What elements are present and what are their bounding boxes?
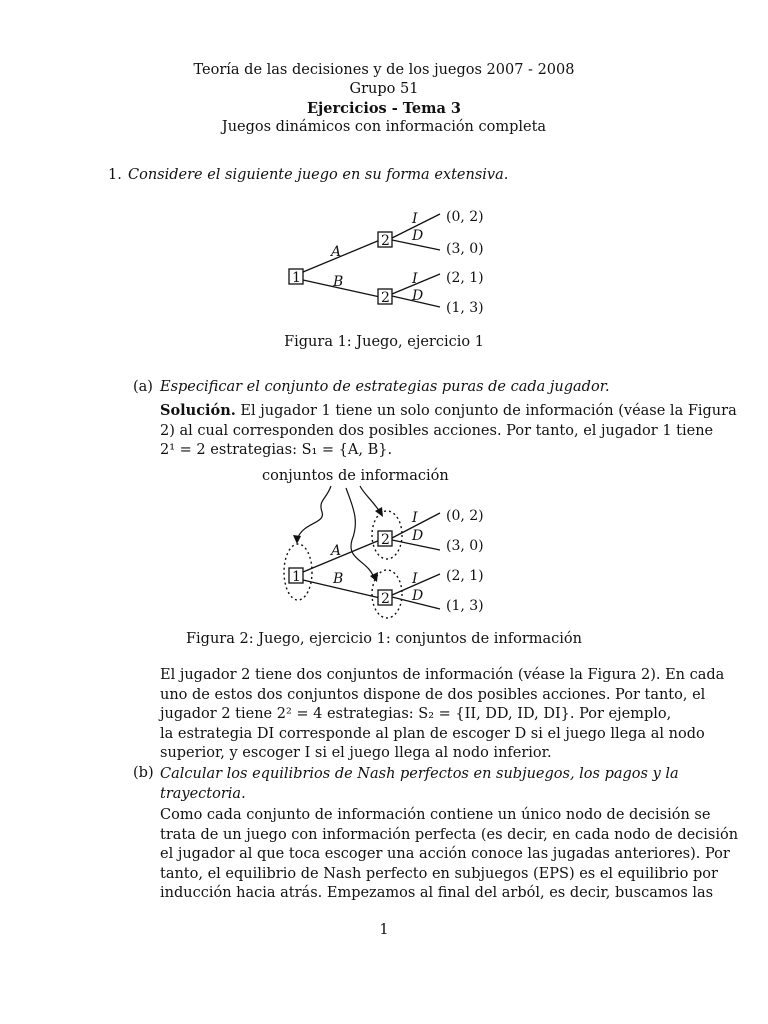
solution-label: Solución. xyxy=(160,402,236,419)
payoff-1: (0, 2) xyxy=(446,209,484,225)
paragraph-part-b: Como cada conjunto de información contiene un único nodo de decisión se trata de un juego con información perfecta (es decir, en cada nodo de decisión el jugador al que toca escoger una acción conoce las jugadas anteriores). Por tanto, el equilibrio de Nash perfecto en subjuegos (EPS) es el equilibrio por inducción hacia atrás. Empezamos al final del arból, es decir, buscamos las xyxy=(160,807,739,902)
payoff-3: (2, 1) xyxy=(446,270,484,286)
action-i-lower-label: I xyxy=(412,271,418,287)
exercise-number: 1. xyxy=(108,167,122,183)
svg-text:D: D xyxy=(412,588,424,604)
action-i-upper-label: I xyxy=(412,211,418,227)
action-a-label: A xyxy=(331,244,342,260)
header-group: Grupo 51 xyxy=(349,81,419,97)
header-course-title: Teoría de las decisiones y de los juegos 2007 - 2008 xyxy=(193,62,575,78)
part-a-question: Especificar el conjunto de estrategias puras de cada jugador. xyxy=(160,379,610,395)
part-a-solution: Solución. El jugador 1 tiene un solo conjunto de información (véase la Figura 2) al cual corresponden dos posibles acciones. Por tanto, el jugador 1 tiene 2¹ = 2 estrategias: S₁ = {A, B}. xyxy=(160,402,737,459)
part-b-question: Calcular los equilibrios de Nash perfectos en subjuegos, los pagos y la trayectoria. xyxy=(160,766,679,802)
payoff-4: (1, 3) xyxy=(446,300,484,316)
figure-1-caption: Figura 1: Juego, ejercicio 1 xyxy=(284,334,484,350)
payoff-2: (3, 0) xyxy=(446,241,484,257)
svg-text:I: I xyxy=(412,510,418,526)
page-number: 1 xyxy=(379,922,389,938)
node-root-label: 1 xyxy=(292,270,301,286)
action-d-lower-label: D xyxy=(412,288,424,304)
figure-2-annotation: conjuntos de información xyxy=(262,468,449,484)
action-d-upper-label: D xyxy=(412,228,424,244)
paragraph-player2: El jugador 2 tiene dos conjuntos de información (véase la Figura 2). En cada uno de estos dos conjuntos dispone de dos posibles acciones. Por tanto, el jugador 2 tiene 2² = 4 estrategias: S₂ = {II, DD, ID, DI}. Por ejemplo, la estrategia DI corresponde al plan de escoger D si el juego llega al nodo superior, y escoger I si el juego llega al nodo inferior. xyxy=(160,667,725,762)
part-b-label: (b) xyxy=(133,765,154,781)
fig2-payoff-3: (2, 1) xyxy=(446,568,484,584)
svg-text:B: B xyxy=(333,571,344,587)
svg-text:A: A xyxy=(331,543,342,559)
fig2-payoff-2: (3, 0) xyxy=(446,538,484,554)
fig2-payoff-1: (0, 2) xyxy=(446,508,484,524)
figure-2-caption: Figura 2: Juego, ejercicio 1: conjuntos de información xyxy=(185,631,583,647)
node-lower-label: 2 xyxy=(381,290,390,306)
svg-text:D: D xyxy=(412,528,424,544)
action-b-label: B xyxy=(333,274,344,290)
svg-text:2: 2 xyxy=(381,591,390,607)
svg-text:1: 1 xyxy=(292,569,301,585)
svg-text:2: 2 xyxy=(381,532,390,548)
header-subtitle: Juegos dinámicos con información completa xyxy=(221,119,547,135)
part-a-label: (a) xyxy=(133,379,153,395)
node-upper-label: 2 xyxy=(381,233,390,249)
fig2-payoff-4: (1, 3) xyxy=(446,598,484,614)
exercise-prompt: Considere el siguiente juego en su forma extensiva. xyxy=(128,167,509,183)
svg-text:I: I xyxy=(412,571,418,587)
header-topic: Ejercicios - Tema 3 xyxy=(306,100,461,117)
